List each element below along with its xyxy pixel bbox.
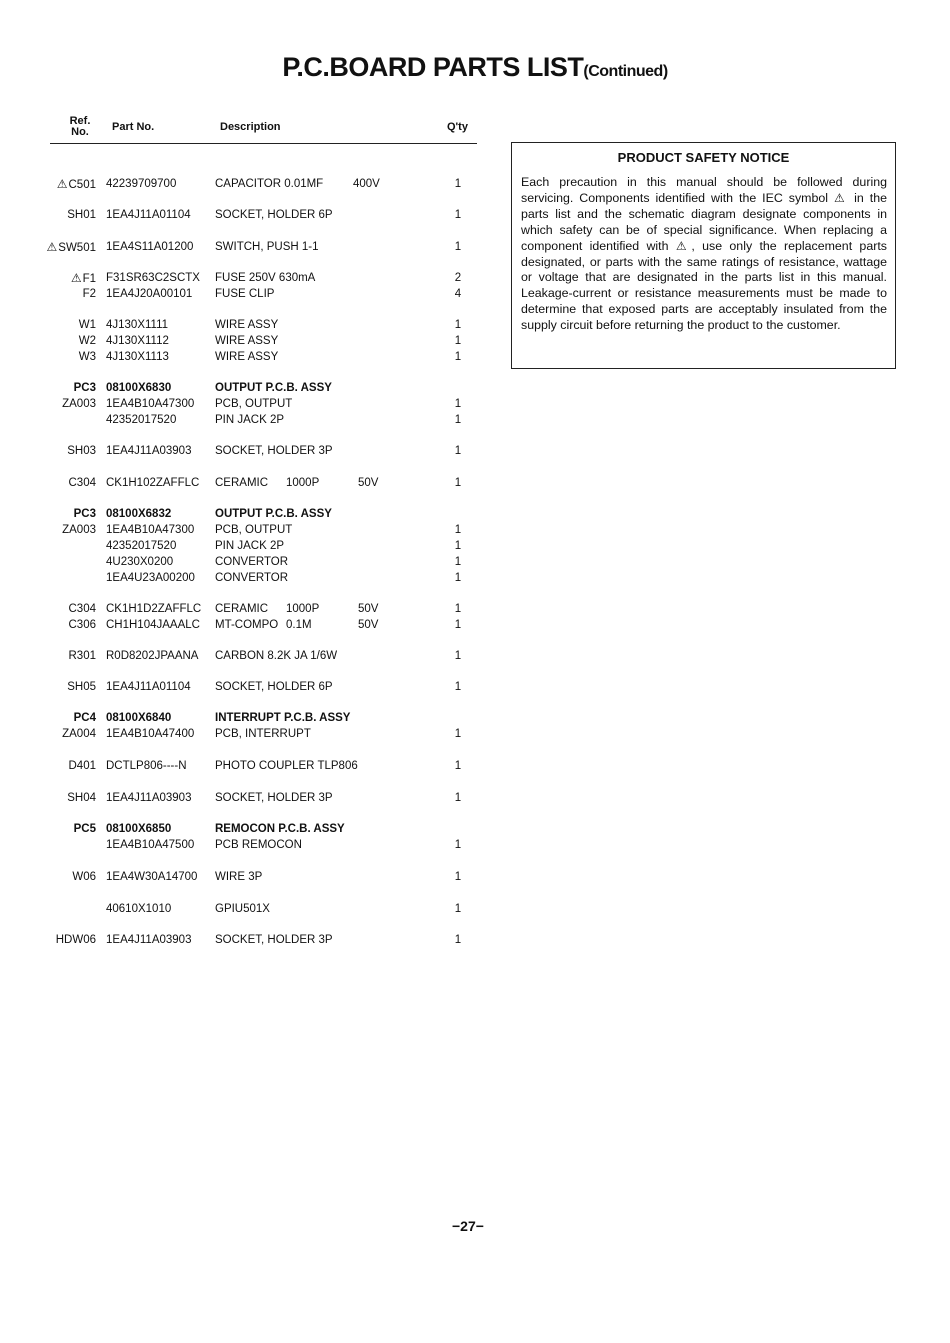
header-ref [62, 116, 98, 138]
header-description: Description [220, 121, 281, 133]
quantity: 2 [454, 272, 462, 284]
part-no: 40610X1010 [106, 903, 172, 915]
ref-no-text: ZA003 [62, 524, 96, 536]
part-no: 1EA4J11A03903 [106, 445, 192, 457]
description: REMOCON P.C.B. ASSY [215, 823, 345, 835]
description: PIN JACK 2P [215, 414, 285, 426]
quantity: 1 [454, 572, 462, 584]
quantity: 1 [454, 603, 462, 615]
part-no: 4U230X0200 [106, 556, 174, 568]
description: OUTPUT P.C.B. ASSY [215, 382, 332, 394]
ref-no-text: ZA003 [62, 398, 96, 410]
quantity: 1 [454, 681, 462, 693]
quantity: 1 [454, 728, 462, 740]
page-title [0, 52, 950, 83]
ref-no [38, 476, 96, 491]
part-no: 4J130X1113 [106, 351, 169, 363]
ref-no [38, 397, 96, 412]
safety-notice-text-3: , use only the replacement parts designated, or parts with the same ratings of resistance, wattage or voltage that are designated in the parts list in this manual. Leakage-current or resistance measurements must be made to determine that exposed parts are acceptably insulated from the supply circuit before returning the product to the customer. [521, 238, 887, 333]
ref-no [38, 177, 96, 193]
quantity: 1 [454, 556, 462, 568]
ref-no [38, 680, 96, 695]
description: FUSE CLIP [215, 288, 275, 300]
quantity: 1 [454, 540, 462, 552]
ref-no-text: F1 [82, 273, 96, 285]
ref-no [38, 523, 96, 538]
description: CARBON 8.2K JA 1/6W [215, 650, 338, 662]
ref-no-text: PC3 [73, 508, 96, 520]
description: PCB REMOCON [215, 839, 302, 851]
description: SOCKET, HOLDER 3P [215, 792, 333, 804]
ref-no-text: C306 [68, 619, 96, 631]
quantity: 1 [454, 619, 462, 631]
description: INTERRUPT P.C.B. ASSY [215, 712, 351, 724]
ref-no [38, 870, 96, 885]
part-no: CH1H104JAAALC [106, 619, 200, 631]
ref-no-text: PC5 [73, 823, 96, 835]
quantity: 1 [454, 792, 462, 804]
description: WIRE 3P [215, 871, 263, 883]
description: SOCKET, HOLDER 3P [215, 445, 333, 457]
warning-triangle-icon: ⚠ [46, 240, 58, 254]
part-no: 42352017520 [106, 540, 177, 552]
quantity: 1 [454, 871, 462, 883]
part-no: 08100X6832 [106, 508, 172, 520]
description: SOCKET, HOLDER 6P [215, 681, 333, 693]
ref-no-text: D401 [68, 760, 96, 772]
part-no: 08100X6830 [106, 382, 172, 394]
part-no: 1EA4W30A14700 [106, 871, 198, 883]
part-no: 42239709700 [106, 178, 177, 190]
ref-no-text: C304 [68, 477, 96, 489]
ref-no-text: SH03 [67, 445, 96, 457]
ref-no-text: W06 [72, 871, 96, 883]
quantity: 1 [454, 209, 462, 221]
description: CERAMIC [215, 477, 269, 489]
description: SOCKET, HOLDER 6P [215, 209, 333, 221]
warning-triangle-icon: ⚠ [56, 177, 68, 191]
part-no: F31SR63C2SCTX [106, 272, 200, 284]
quantity: 1 [454, 650, 462, 662]
warning-triangle-icon: ⚠ [675, 238, 691, 253]
part-no: 1EA4B10A47300 [106, 524, 195, 536]
description: CERAMIC [215, 603, 269, 615]
safety-notice-text-2: in the parts list and the schematic diagram designate components in which safety can be of special significance. When replacing a component identified with [521, 190, 887, 253]
header-ref-line1: Ref. [69, 115, 91, 127]
quantity: 1 [454, 335, 462, 347]
description: WIRE ASSY [215, 319, 279, 331]
ref-no [38, 381, 96, 396]
ref-no-text: W2 [78, 335, 96, 347]
quantity: 1 [454, 839, 462, 851]
quantity: 1 [454, 934, 462, 946]
ref-no-text: W3 [78, 351, 96, 363]
part-no: 1EA4J11A01104 [106, 681, 191, 693]
part-no: 1EA4B10A47400 [106, 728, 195, 740]
page-number: −27− [452, 1218, 484, 1234]
quantity: 1 [454, 178, 462, 190]
ref-no-text: PC3 [73, 382, 96, 394]
description-rating: 50V [358, 603, 379, 615]
part-no: DCTLP806----N [106, 760, 187, 772]
description: PCB, INTERRUPT [215, 728, 311, 740]
ref-no [38, 711, 96, 726]
description: PHOTO COUPLER TLP806 [215, 760, 358, 772]
part-no: 08100X6840 [106, 712, 172, 724]
page-title-sub: (Continued) [583, 63, 668, 80]
part-no: 1EA4B10A47300 [106, 398, 195, 410]
ref-no-text: C304 [68, 603, 96, 615]
ref-no [38, 240, 96, 256]
warning-triangle-icon: ⚠ [70, 271, 82, 285]
ref-no [38, 208, 96, 223]
ref-no-text: C501 [68, 179, 96, 191]
description: CONVERTOR [215, 572, 289, 584]
description: WIRE ASSY [215, 351, 279, 363]
ref-no [38, 602, 96, 617]
description: CAPACITOR 0.01MF [215, 178, 324, 190]
quantity: 1 [454, 477, 462, 489]
ref-no [38, 791, 96, 806]
part-no: 1EA4J11A03903 [106, 792, 192, 804]
description: SOCKET, HOLDER 3P [215, 934, 333, 946]
part-no: 1EA4J11A01104 [106, 209, 191, 221]
part-no: 1EA4U23A00200 [106, 572, 195, 584]
description-rating: 50V [358, 619, 379, 631]
quantity: 1 [454, 445, 462, 457]
description-value: 1000P [286, 477, 320, 489]
quantity: 1 [454, 398, 462, 410]
safety-notice-box [511, 142, 896, 369]
header-ref-line2: No. [71, 126, 89, 138]
quantity: 1 [454, 414, 462, 426]
part-no: 4J130X1111 [106, 319, 169, 331]
description-value: 0.1M [286, 619, 312, 631]
part-no: 42352017520 [106, 414, 177, 426]
description: OUTPUT P.C.B. ASSY [215, 508, 332, 520]
ref-no [38, 334, 96, 349]
ref-no [38, 759, 96, 774]
warning-triangle-icon: ⚠ [833, 190, 848, 205]
ref-no-text: PC4 [73, 712, 96, 724]
ref-no [38, 271, 96, 287]
ref-no-text: W1 [78, 319, 96, 331]
quantity: 1 [454, 351, 462, 363]
ref-no [38, 507, 96, 522]
part-no: CK1H1D2ZAFFLC [106, 603, 202, 615]
ref-no-text: SW501 [58, 242, 96, 254]
ref-no-text: HDW06 [55, 934, 96, 946]
quantity: 4 [454, 288, 462, 300]
part-no: CK1H102ZAFFLC [106, 477, 200, 489]
description-rating: 400V [353, 178, 380, 190]
description: SWITCH, PUSH 1-1 [215, 241, 319, 253]
description: GPIU501X [215, 903, 270, 915]
description: WIRE ASSY [215, 335, 279, 347]
part-no: 1EA4B10A47500 [106, 839, 195, 851]
description: MT-COMPO [215, 619, 279, 631]
part-no: 4J130X1112 [106, 335, 169, 347]
quantity: 1 [454, 524, 462, 536]
header-part-no: Part No. [112, 121, 155, 133]
safety-notice-title: PRODUCT SAFETY NOTICE [617, 150, 790, 165]
description-rating: 50V [358, 477, 379, 489]
description: PCB, OUTPUT [215, 524, 293, 536]
quantity: 1 [454, 319, 462, 331]
ref-no [38, 822, 96, 837]
ref-no [38, 649, 96, 664]
part-no: 1EA4S11A01200 [106, 241, 194, 253]
description: PIN JACK 2P [215, 540, 285, 552]
part-no: 08100X6850 [106, 823, 172, 835]
header-qty: Q'ty [447, 121, 468, 133]
part-no: 1EA4J11A03903 [106, 934, 192, 946]
header-rule [50, 143, 477, 144]
safety-notice-body [521, 175, 887, 334]
description-value: 1000P [286, 603, 320, 615]
quantity: 1 [454, 903, 462, 915]
ref-no [38, 444, 96, 459]
description: FUSE 250V 630mA [215, 272, 316, 284]
safety-notice-text-1: Each precaution in this manual should be followed during servicing. Components identified with the IEC symbol [521, 175, 887, 205]
quantity: 1 [454, 241, 462, 253]
ref-no [38, 287, 96, 302]
part-no: 1EA4J20A00101 [106, 288, 193, 300]
ref-no-text: SH05 [67, 681, 96, 693]
ref-no [38, 727, 96, 742]
quantity: 1 [454, 760, 462, 772]
ref-no [38, 318, 96, 333]
ref-no [38, 933, 96, 948]
page-title-main: P.C.BOARD PARTS LIST [282, 52, 584, 82]
part-no: R0D8202JPAANA [106, 650, 199, 662]
ref-no-text: ZA004 [62, 728, 96, 740]
description: PCB, OUTPUT [215, 398, 293, 410]
ref-no-text: SH01 [67, 209, 96, 221]
ref-no-text: SH04 [67, 792, 96, 804]
ref-no [38, 350, 96, 365]
ref-no-text: R301 [68, 650, 96, 662]
description: CONVERTOR [215, 556, 289, 568]
ref-no-text: F2 [82, 288, 96, 300]
ref-no [38, 618, 96, 633]
